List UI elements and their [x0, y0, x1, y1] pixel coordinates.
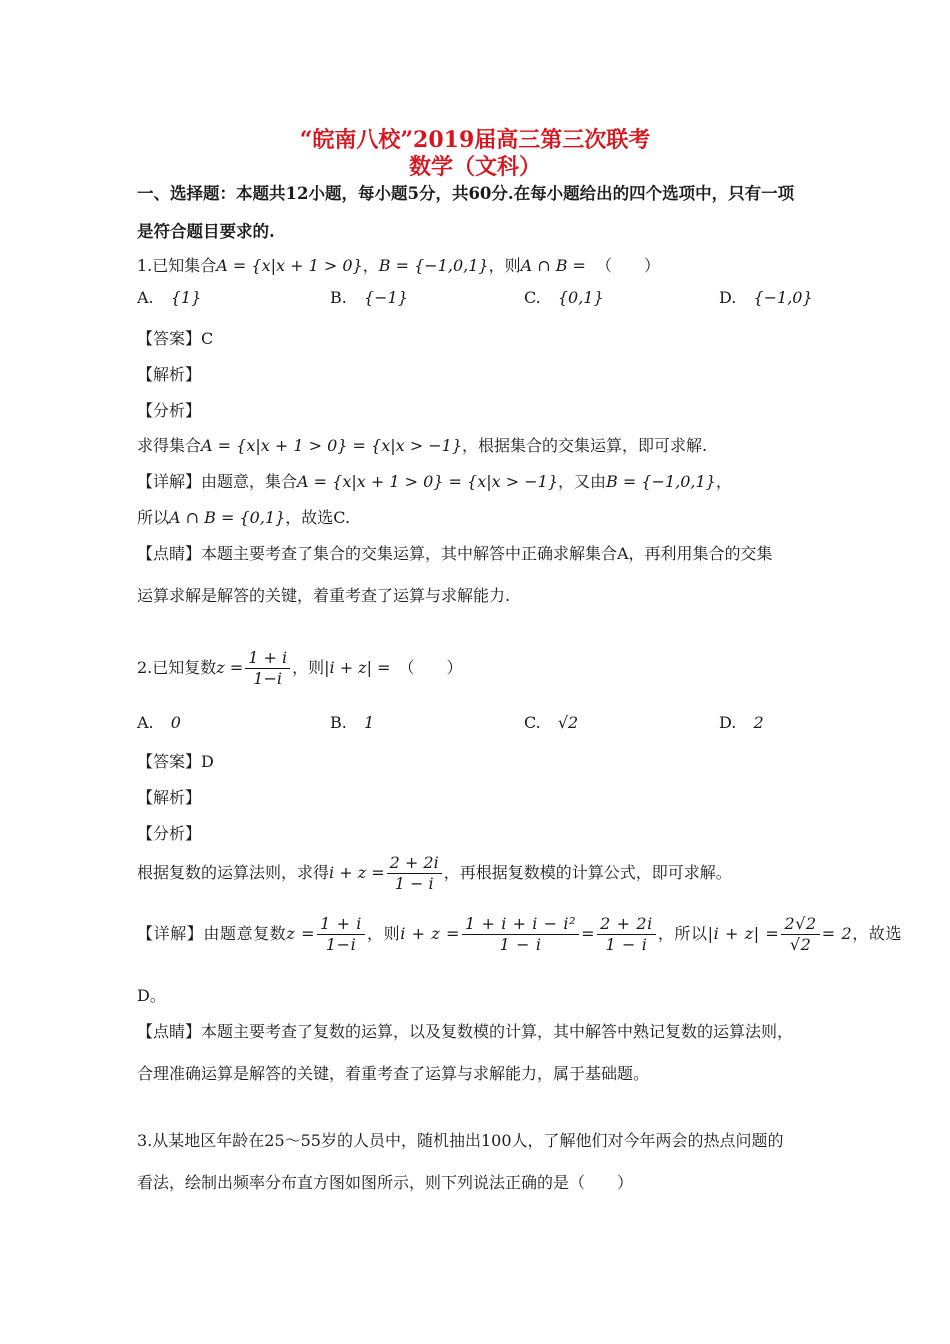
fraction-denominator: 1−i — [325, 935, 357, 954]
q2-answer: 【答案】D — [137, 752, 214, 771]
q1-detail-prefix: 【详解】由题意，集合 — [137, 472, 298, 491]
q1-option-c — [524, 288, 604, 307]
option-label: A. — [137, 713, 154, 732]
fraction-denominator: 1 − i — [605, 935, 648, 954]
q1-answer: 【答案】C — [137, 329, 214, 348]
q1-analysis — [137, 433, 707, 456]
fraction-numerator: 2 + 2i — [597, 914, 656, 935]
q2-detail-line2: D。 — [137, 986, 166, 1005]
q3-stem-line1: 3.从某地区年龄在25～55岁的人员中，随机抽出100人，了解他们对今年两会的热点问题的 — [137, 1131, 784, 1150]
option-value: 0 — [170, 713, 181, 732]
q1-then: ，则 — [488, 256, 521, 275]
q2-option-a — [137, 713, 181, 732]
fraction-denominator: √2 — [789, 935, 812, 954]
exam-subtitle: 数学（文科） — [408, 154, 541, 180]
fraction-denominator: 1 − i — [394, 874, 434, 893]
q2-detail-then: ，则 — [367, 924, 401, 943]
q2-stem — [137, 648, 463, 689]
q1-comment-line1: 【点睛】本题主要考查了集合的交集运算，其中解答中正确求解集合A，再利用集合的交集 — [137, 544, 773, 563]
q1-detail-math2: B = {−1,0,1} — [606, 472, 716, 491]
q2-option-b — [330, 713, 374, 732]
q2-detail-eq: = — [581, 924, 596, 943]
q1-option-a — [137, 288, 201, 307]
q1-detail-math1: A = {x|x + 1 > 0} = {x|x > −1} — [297, 472, 558, 491]
option-label: D. — [719, 713, 737, 732]
q2-stem-prefix: 2.已知复数 — [137, 658, 217, 677]
q1-detail-line2 — [137, 505, 350, 528]
q1-stem — [137, 253, 660, 276]
option-value: √2 — [557, 713, 579, 732]
q1-fenxi: 【分析】 — [137, 401, 202, 420]
q2-detail — [137, 914, 902, 955]
q2-detail-z: z = — [286, 924, 316, 943]
q2-paren: （ ） — [398, 658, 463, 677]
q2-then: ，则 — [292, 658, 325, 677]
q1-detail2-suffix: ，故选C. — [285, 508, 351, 527]
q2-option-d — [719, 713, 764, 732]
q2-analysis — [137, 853, 732, 894]
option-label: C. — [524, 288, 541, 307]
q1-paren: （ ） — [595, 256, 660, 275]
q1-option-d — [719, 288, 813, 307]
q1-analysis-suffix: ，根据集合的交集运算，即可求解. — [462, 436, 708, 455]
q1-detail2-prefix: 所以 — [137, 508, 170, 527]
q1-ask: A ∩ B = — [520, 256, 586, 275]
q2-detail-frac2 — [462, 914, 579, 955]
q1-set-a: A = {x|x + 1 > 0} — [216, 256, 363, 275]
q3-stem-line2: 看法，绘制出频率分布直方图如图所示，则下列说法正确的是（ ） — [137, 1173, 634, 1192]
section-heading-line1: 一、选择题：本题共12小题，每小题5分，共60分.在每小题给出的四个选项中，只有一项 — [137, 184, 795, 203]
q1-comment-line2: 运算求解是解答的关键，着重考查了运算与求解能力. — [137, 586, 511, 605]
q2-option-c — [524, 713, 578, 732]
q2-detail-lhs: i + z = — [400, 924, 461, 943]
option-label: B. — [330, 713, 347, 732]
section-heading-line2: 是符合题目要求的. — [137, 222, 275, 241]
option-label: C. — [524, 713, 541, 732]
q2-ask: |i + z| = — [324, 658, 391, 677]
fraction-numerator: 1 + i + i − i² — [462, 914, 579, 935]
q2-detail-prefix: 【详解】由题意复数 — [137, 924, 287, 943]
q1-stem-prefix: 1.已知集合 — [137, 256, 217, 275]
q1-jiexi: 【解析】 — [137, 365, 202, 384]
q2-detail-tail: ，故选 — [852, 924, 903, 943]
option-label: D. — [719, 288, 737, 307]
q1-analysis-math: A = {x|x + 1 > 0} = {x|x > −1} — [201, 436, 462, 455]
q2-fenxi: 【分析】 — [137, 824, 202, 843]
q1-option-b — [330, 288, 408, 307]
q2-detail-frac3 — [597, 914, 656, 955]
q2-z-eq: z = — [216, 658, 244, 677]
option-value: {−1,0} — [753, 288, 813, 307]
fraction-numerator: 2 + 2i — [387, 853, 442, 874]
q2-comment-line1: 【点睛】本题主要考查了复数的运算，以及复数模的计算，其中解答中熟记复数的运算法则， — [137, 1022, 794, 1041]
fraction-denominator: 1−i — [253, 669, 282, 688]
q2-detail-result: = 2 — [821, 924, 853, 943]
q2-analysis-fraction — [387, 853, 442, 894]
option-value: {1} — [170, 288, 202, 307]
fraction-numerator: 2√2 — [781, 914, 819, 935]
q1-comma: ， — [362, 256, 379, 275]
q1-detail — [137, 469, 732, 492]
exam-title: “皖南八校”2019届高三第三次联考 — [299, 127, 651, 153]
option-value: {0,1} — [557, 288, 604, 307]
q2-detail-so: ，所以 — [657, 924, 708, 943]
q1-detail-end: ， — [715, 472, 732, 491]
q2-analysis-suffix: ，再根据复数模的计算公式，即可求解。 — [443, 863, 732, 882]
option-label: A. — [137, 288, 154, 307]
option-value: {−1} — [363, 288, 408, 307]
q1-detail2-math: A ∩ B = {0,1} — [169, 508, 286, 527]
q2-detail-frac4 — [781, 914, 819, 955]
q2-jiexi: 【解析】 — [137, 788, 202, 807]
fraction-denominator: 1 − i — [499, 935, 542, 954]
q1-detail-mid: ，又由 — [558, 472, 607, 491]
option-value: 1 — [363, 713, 375, 732]
q1-set-b: B = {−1,0,1} — [378, 256, 489, 275]
option-value: 2 — [753, 713, 764, 732]
fraction-numerator: 1 + i — [317, 914, 365, 935]
option-label: B. — [330, 288, 347, 307]
q2-detail-frac1 — [317, 914, 365, 955]
q1-analysis-prefix: 求得集合 — [137, 436, 202, 455]
q2-analysis-prefix: 根据复数的运算法则，求得 — [137, 863, 330, 882]
q2-detail-abs: |i + z| = — [707, 924, 780, 943]
fraction-numerator: 1 + i — [245, 648, 290, 669]
q2-comment-line2: 合理准确运算是解答的关键，着重考查了运算与求解能力，属于基础题。 — [137, 1064, 650, 1083]
q2-fraction — [245, 648, 290, 689]
q2-analysis-lhs: i + z = — [329, 863, 385, 882]
